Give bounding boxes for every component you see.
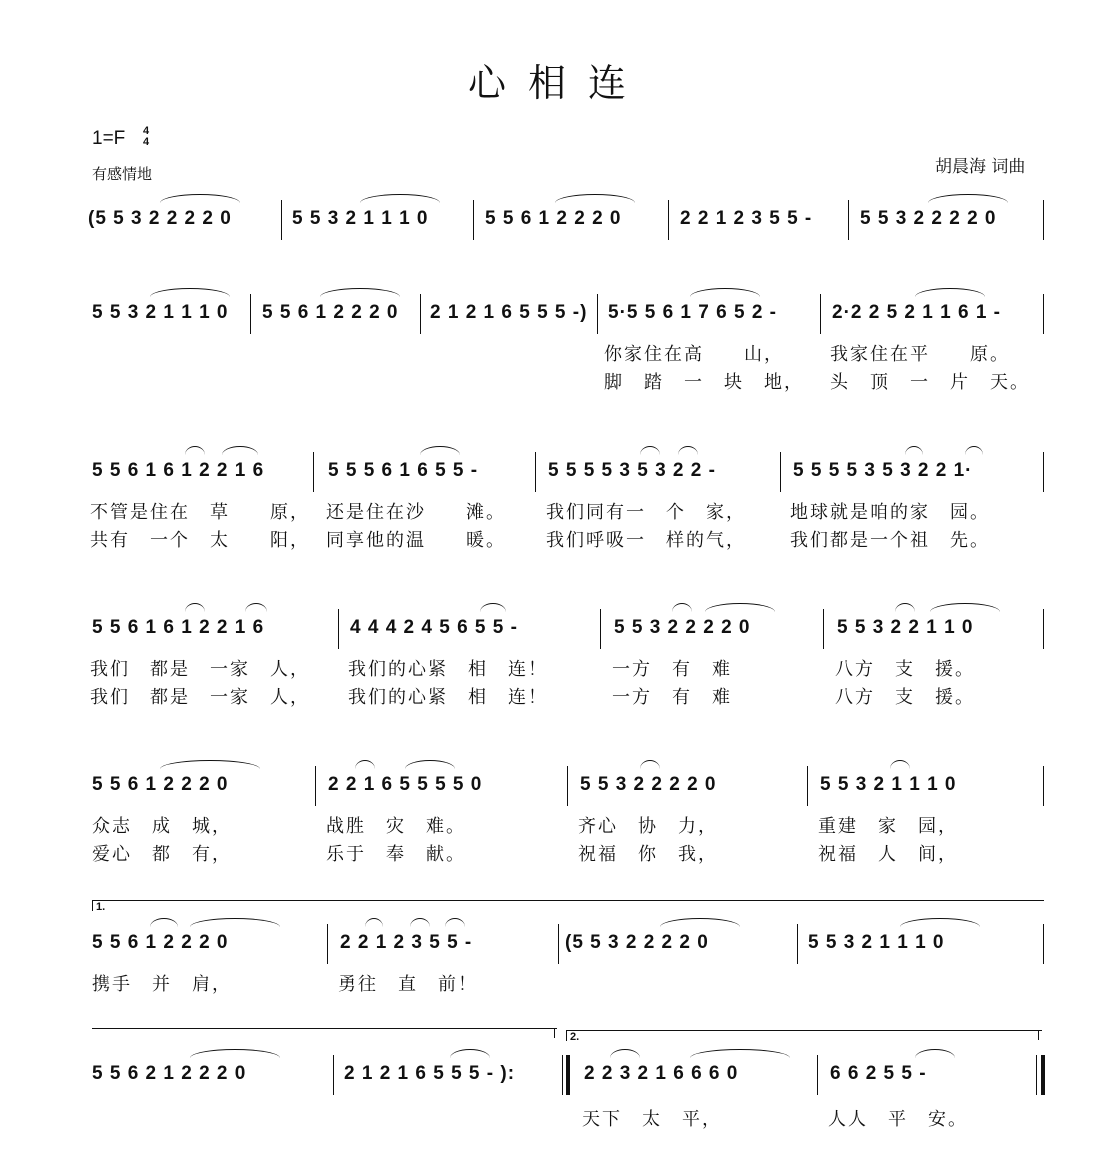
measure: 5 5 5 6 1 6 5 5 - xyxy=(328,460,479,481)
lyric-line: 不管是住在 草 原， xyxy=(90,502,310,523)
slur xyxy=(420,446,460,455)
lyric-line: 我们同有一 个 家， xyxy=(546,502,746,523)
time-sig-top: 4 xyxy=(143,125,150,137)
slur xyxy=(450,1049,490,1058)
measure: 5·5 5 6 1 7 6 5 2 - xyxy=(608,302,777,323)
slur xyxy=(890,760,910,769)
barline xyxy=(668,200,669,240)
lyric-line: 同享他的温 暖。 xyxy=(326,530,506,551)
volta-1-continuation xyxy=(92,1028,557,1039)
song-title: 心相连 xyxy=(467,61,648,105)
measure: 5 5 3 2 1 1 1 0 xyxy=(820,774,957,795)
lyric-line: 我们的心紧 相 连！ xyxy=(348,659,548,680)
barline xyxy=(250,294,251,334)
barline xyxy=(558,924,559,964)
slur xyxy=(150,288,230,297)
slur xyxy=(410,918,430,927)
barline xyxy=(1043,609,1044,649)
measure: 2 1 2 1 6 5 5 5 -) xyxy=(430,302,588,323)
key-signature: 1=F xyxy=(92,128,126,149)
barline xyxy=(333,1055,334,1095)
composer-credit: 胡晨海 词曲 xyxy=(935,157,1026,177)
lyric-line: 我家住在平 原。 xyxy=(830,344,1010,365)
slur xyxy=(915,288,985,297)
lyric-line: 头 顶 一 片 天。 xyxy=(830,372,1030,393)
barline xyxy=(848,200,849,240)
lyric-line: 地球就是咱的家 园。 xyxy=(790,502,990,523)
time-signature xyxy=(143,126,149,148)
volta-2: 2. xyxy=(566,1030,1042,1041)
lyric-line: 我们 都是 一家 人， xyxy=(90,687,310,708)
slur xyxy=(355,760,375,769)
slur xyxy=(928,194,1008,203)
measure: 5 5 6 1 6 1 2 2 1 6 xyxy=(92,460,265,481)
slur xyxy=(185,603,205,612)
measure: 5 5 3 2 1 1 1 0 xyxy=(92,302,229,323)
barline xyxy=(281,200,282,240)
measure: 2 2 1 6 5 5 5 5 0 xyxy=(328,774,483,795)
measure: 5 5 5 5 3 5 3 2 2 - xyxy=(548,460,716,481)
slur xyxy=(965,446,983,455)
barline xyxy=(1043,200,1044,240)
barline xyxy=(327,924,328,964)
measure: 5 5 3 2 1 1 1 0 xyxy=(808,932,945,953)
lyric-line: 众志 成 城， xyxy=(92,816,232,837)
slur xyxy=(405,760,455,769)
measure: 5 5 6 2 1 2 2 2 0 xyxy=(92,1063,247,1084)
barline xyxy=(535,452,536,492)
slur xyxy=(660,918,740,927)
slur xyxy=(555,194,635,203)
barline xyxy=(1043,924,1044,964)
slur xyxy=(190,1049,280,1058)
lyric-line: 我们的心紧 相 连！ xyxy=(348,687,548,708)
slur xyxy=(190,918,280,927)
measure: 5 5 3 2 2 2 2 0 xyxy=(580,774,717,795)
expression-marking: 有感情地 xyxy=(92,165,153,183)
lyric-line: 脚 踏 一 块 地， xyxy=(604,372,804,393)
slur xyxy=(640,760,660,769)
barline xyxy=(315,766,316,806)
barline xyxy=(600,609,601,649)
lyric-line: 我们都是一个祖 先。 xyxy=(790,530,990,551)
slur xyxy=(640,446,660,455)
lyric-line: 齐心 协 力， xyxy=(578,816,718,837)
lyric-line: 共有 一个 太 阳， xyxy=(90,530,310,551)
measure: 5 5 6 1 6 1 2 2 1 6 xyxy=(92,617,265,638)
lyric-line: 一方 有 难 xyxy=(612,659,732,680)
lyric-line: 还是住在沙 滩。 xyxy=(326,502,506,523)
barline xyxy=(313,452,314,492)
lyric-line: 战胜 灾 难。 xyxy=(326,816,466,837)
slur xyxy=(900,918,980,927)
measure: 5 5 3 2 1 1 1 0 xyxy=(292,208,429,229)
slur xyxy=(705,603,775,612)
slur xyxy=(150,918,178,927)
lyric-line: 八方 支 援。 xyxy=(835,687,975,708)
slur xyxy=(480,603,506,612)
slur xyxy=(185,446,205,455)
measure: 5 5 5 5 3 5 3 2 2 1· xyxy=(793,460,973,481)
measure: 5 5 6 1 2 2 2 0 xyxy=(92,774,229,795)
barline xyxy=(807,766,808,806)
lyric-line: 你家住在高 山， xyxy=(604,344,784,365)
measure: (5 5 3 2 2 2 2 0 xyxy=(565,932,709,953)
lyric-line: 携手 并 肩， xyxy=(92,974,232,995)
lyric-line: 人人 平 安。 xyxy=(828,1109,968,1130)
slur xyxy=(365,918,383,927)
measure: 5 5 3 2 2 2 2 0 xyxy=(860,208,997,229)
slur xyxy=(690,288,760,297)
barline xyxy=(420,294,421,334)
lyric-line: 乐于 奉 献。 xyxy=(326,844,466,865)
slur xyxy=(360,194,440,203)
barline xyxy=(567,766,568,806)
barline xyxy=(1043,452,1044,492)
measure: 5 5 3 2 2 2 2 0 xyxy=(614,617,751,638)
slur xyxy=(915,1049,955,1058)
final-barline xyxy=(1036,1055,1045,1095)
barline xyxy=(1043,766,1044,806)
barline xyxy=(823,609,824,649)
barline xyxy=(820,294,821,334)
slur xyxy=(222,446,258,455)
volta-1: 1. xyxy=(92,900,1044,911)
measure: 5 5 6 1 2 2 2 0 xyxy=(262,302,399,323)
slur xyxy=(672,603,692,612)
measure: 2 1 2 1 6 5 5 5 - ): xyxy=(344,1063,516,1084)
measure: 2 2 1 2 3 5 5 - xyxy=(680,208,813,229)
barline xyxy=(780,452,781,492)
lyric-line: 天下 太 平， xyxy=(582,1109,722,1130)
slur xyxy=(610,1049,640,1058)
measure: 2 2 3 2 1 6 6 6 0 xyxy=(584,1063,739,1084)
slur xyxy=(445,918,465,927)
barline xyxy=(1043,294,1044,334)
lyric-line: 爱心 都 有， xyxy=(92,844,232,865)
lyric-line: 祝福 人 间， xyxy=(818,844,958,865)
lyric-line: 一方 有 难 xyxy=(612,687,732,708)
lyric-line: 八方 支 援。 xyxy=(835,659,975,680)
slur xyxy=(160,194,240,203)
measure: 2·2 2 5 2 1 1 6 1 - xyxy=(832,302,1001,323)
barline xyxy=(338,609,339,649)
slur xyxy=(320,288,400,297)
lyric-line: 勇往 直 前！ xyxy=(338,974,478,995)
slur xyxy=(690,1049,790,1058)
lyric-line: 祝福 你 我， xyxy=(578,844,718,865)
slur xyxy=(930,603,1000,612)
slur xyxy=(245,603,267,612)
measure: 4 4 4 2 4 5 6 5 5 - xyxy=(350,617,518,638)
measure: 5 5 6 1 2 2 2 0 xyxy=(92,932,229,953)
barline xyxy=(797,924,798,964)
volta-1-end xyxy=(554,1028,555,1038)
measure: 2 2 1 2 3 5 5 - xyxy=(340,932,473,953)
lyric-line: 我们 都是 一家 人， xyxy=(90,659,310,680)
time-sig-bottom: 4 xyxy=(143,136,150,148)
measure: 6 6 2 5 5 - xyxy=(830,1063,927,1084)
slur xyxy=(895,603,915,612)
slur xyxy=(905,446,923,455)
lyric-line: 重建 家 园， xyxy=(818,816,958,837)
barline xyxy=(597,294,598,334)
measure: 5 5 3 2 2 1 1 0 xyxy=(837,617,974,638)
barline xyxy=(817,1055,818,1095)
slur xyxy=(160,760,260,769)
volta-2-end xyxy=(1038,1030,1039,1040)
measure: (5 5 3 2 2 2 2 0 xyxy=(88,208,232,229)
slur xyxy=(678,446,698,455)
lyric-line: 我们呼吸一 样的气， xyxy=(546,530,746,551)
repeat-barline xyxy=(562,1055,570,1095)
barline xyxy=(473,200,474,240)
measure: 5 5 6 1 2 2 2 0 xyxy=(485,208,622,229)
